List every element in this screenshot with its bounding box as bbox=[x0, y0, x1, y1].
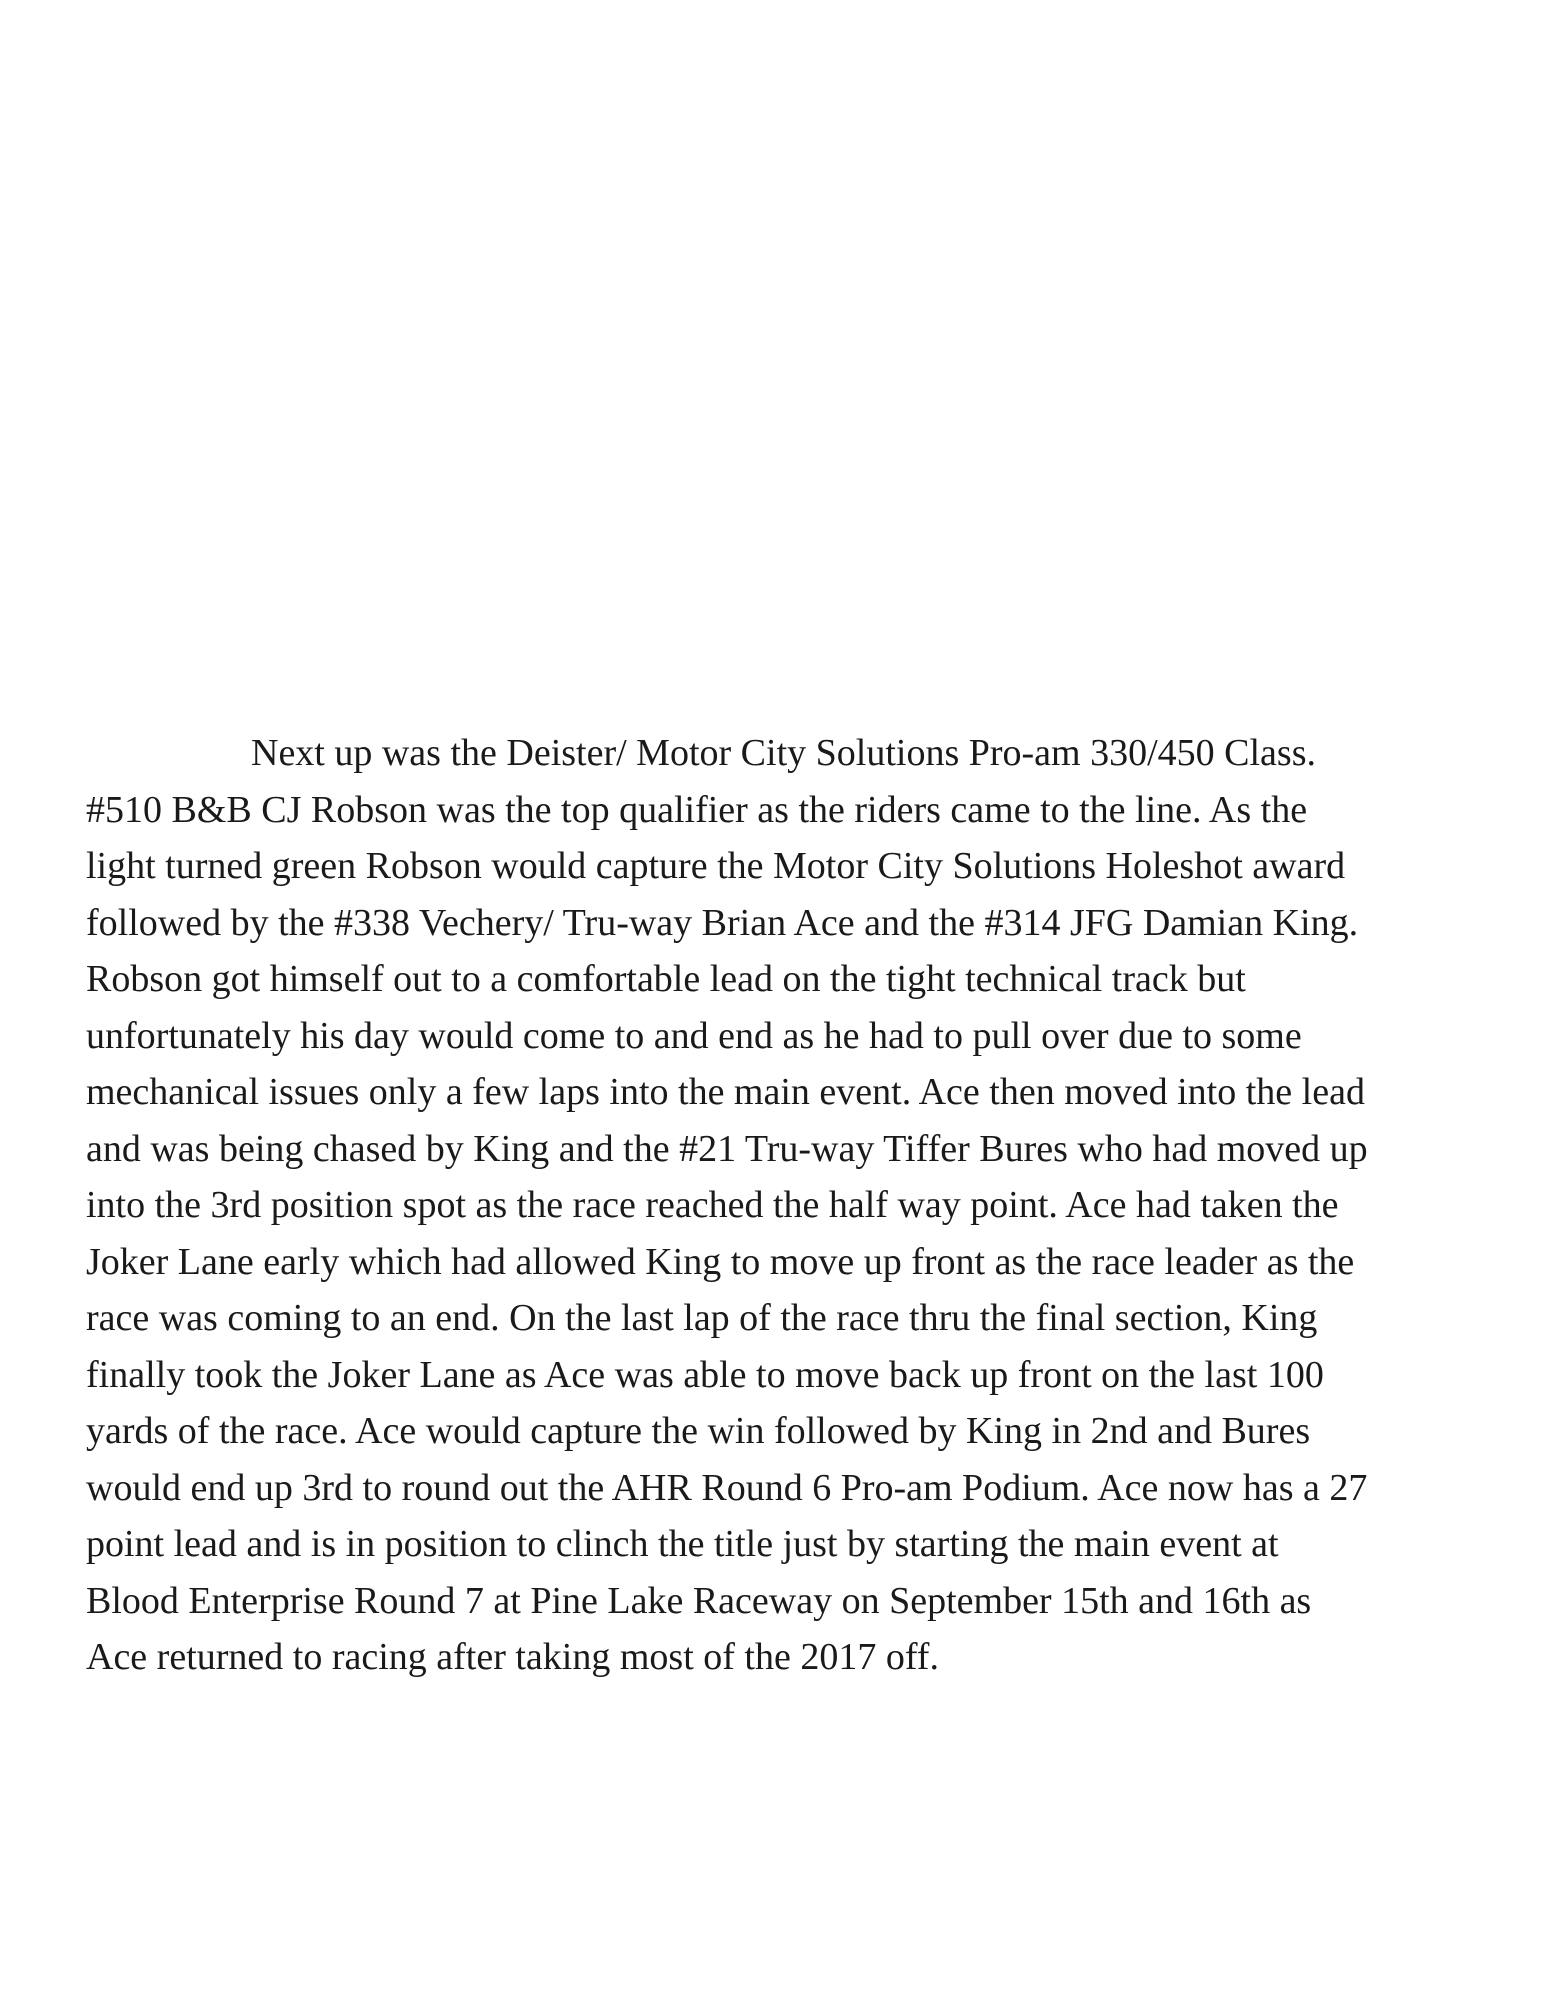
paragraph-line: light turned green Robson would capture the Motor City Solutions Holeshot award bbox=[86, 845, 1346, 887]
paragraph-line: Ace returned to racing after taking most of the 2017 off. bbox=[86, 1636, 939, 1678]
paragraph-line: yards of the race. Ace would capture the win followed by King in 2nd and Bures bbox=[86, 1410, 1311, 1452]
paragraph-line: finally took the Joker Lane as Ace was able to move back up front on the last 100 bbox=[86, 1353, 1324, 1396]
paragraph-line: Next up was the Deister/ Motor City Solutions Pro-am 330/450 Class. bbox=[251, 732, 1317, 774]
paragraph-line: Robson got himself out to a comfortable lead on the tight technical track but bbox=[86, 958, 1246, 1000]
paragraph-line: and was being chased by King and the #21 Tru-way Tiffer Bures who had moved up bbox=[86, 1127, 1368, 1170]
paragraph-line: race was coming to an end. On the last lap of the race thru the final section, King bbox=[86, 1297, 1318, 1339]
paragraph-line: Joker Lane early which had allowed King to move up front as the race leader as the bbox=[86, 1240, 1355, 1283]
paragraph-line: followed by the #338 Vechery/ Tru-way Brian Ace and the #314 JFG Damian King. bbox=[86, 901, 1359, 944]
paragraph-line: point lead and is in position to clinch the title just by starting the main event at bbox=[86, 1523, 1279, 1565]
paragraph-line: #510 B&B CJ Robson was the top qualifier as the riders came to the line. As the bbox=[86, 788, 1308, 831]
paragraph-line: Blood Enterprise Round 7 at Pine Lake Raceway on September 15th and 16th as bbox=[86, 1579, 1312, 1622]
article-paragraph bbox=[86, 725, 1506, 1686]
paragraph-line: would end up 3rd to round out the AHR Round 6 Pro-am Podium. Ace now has a 27 bbox=[86, 1466, 1368, 1509]
paragraph-line: into the 3rd position spot as the race reached the half way point. Ace had taken the bbox=[86, 1184, 1339, 1226]
paragraph-line: unfortunately his day would come to and end as he had to pull over due to some bbox=[86, 1014, 1302, 1057]
paragraph-line: mechanical issues only a few laps into the main event. Ace then moved into the lead bbox=[86, 1071, 1365, 1113]
